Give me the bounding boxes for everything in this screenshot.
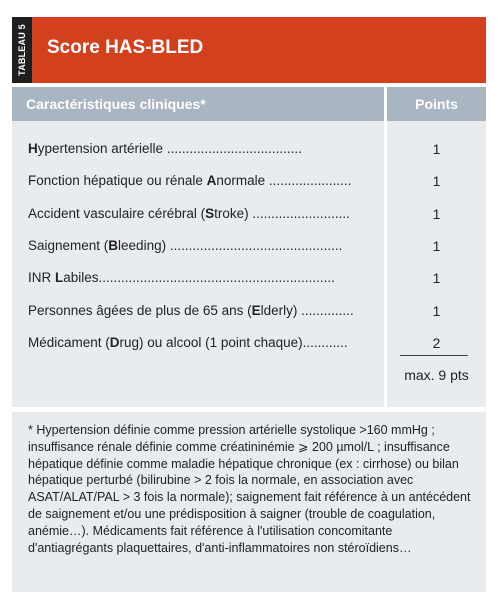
row-points: 1 <box>432 173 441 189</box>
table-column-headers <box>12 87 486 121</box>
table-row <box>12 198 486 230</box>
row-label: Médicament (Drug) ou alcool (1 point chaque)............ <box>28 335 348 350</box>
row-label: Accident vasculaire cérébral (Stroke) .......................... <box>28 206 350 221</box>
table-number-tab <box>12 17 32 83</box>
row-label: INR Labiles............................................................... <box>28 270 335 285</box>
table-row <box>12 165 486 197</box>
row-label: Fonction hépatique ou rénale Anormale ...................... <box>28 173 352 188</box>
footnote-text: * Hypertension définie comme pression artérielle systolique >160 mmHg ; insuffisance rénale définie comme créatininémie ⩾ 200 µmol/L ; insuffisance hépatique définie comme maladie hépatique chronique (ex : cirrhose) ou bilan hépatique perturbé (bilirubine > 2 fois la normale, en association avec ASAT/ALAT/PAL > 3 fois la normale); saignement fait référence à un antécédent de saignement et/ou une prédisposition à saigner (trouble de coagulation, anémie…). Médicaments fait référence à l'utilisation concomitante d'antiagrégants plaquettaires, d'anti-inflammatoires non stéroïdiens… <box>28 423 471 555</box>
row-points: 1 <box>432 141 441 157</box>
row-points: 1 <box>432 238 441 254</box>
table-row <box>12 230 486 262</box>
footnote-box <box>12 412 486 592</box>
row-points: 1 <box>432 270 441 286</box>
table-row <box>12 295 486 327</box>
total-divider <box>400 355 468 356</box>
row-label: Personnes âgées de plus de 65 ans (Elderly) .............. <box>28 303 354 318</box>
row-label: Saignement (Bleeding) .............................................. <box>28 238 343 253</box>
row-points: 1 <box>432 206 441 222</box>
column-header-characteristics: Caractéristiques cliniques* <box>12 87 384 121</box>
row-label: Hypertension artérielle .................................... <box>28 141 302 156</box>
table-title: Score HAS-BLED <box>47 37 204 58</box>
row-points: 2 <box>432 335 441 351</box>
total-points: max. 9 pts <box>404 367 469 383</box>
score-table <box>12 87 486 407</box>
table-row <box>12 133 486 165</box>
table-row <box>12 262 486 294</box>
row-points: 1 <box>432 303 441 319</box>
table-number-label: TABLEAU 5 <box>17 24 27 76</box>
column-header-points: Points <box>387 87 486 121</box>
table-header <box>32 17 486 83</box>
